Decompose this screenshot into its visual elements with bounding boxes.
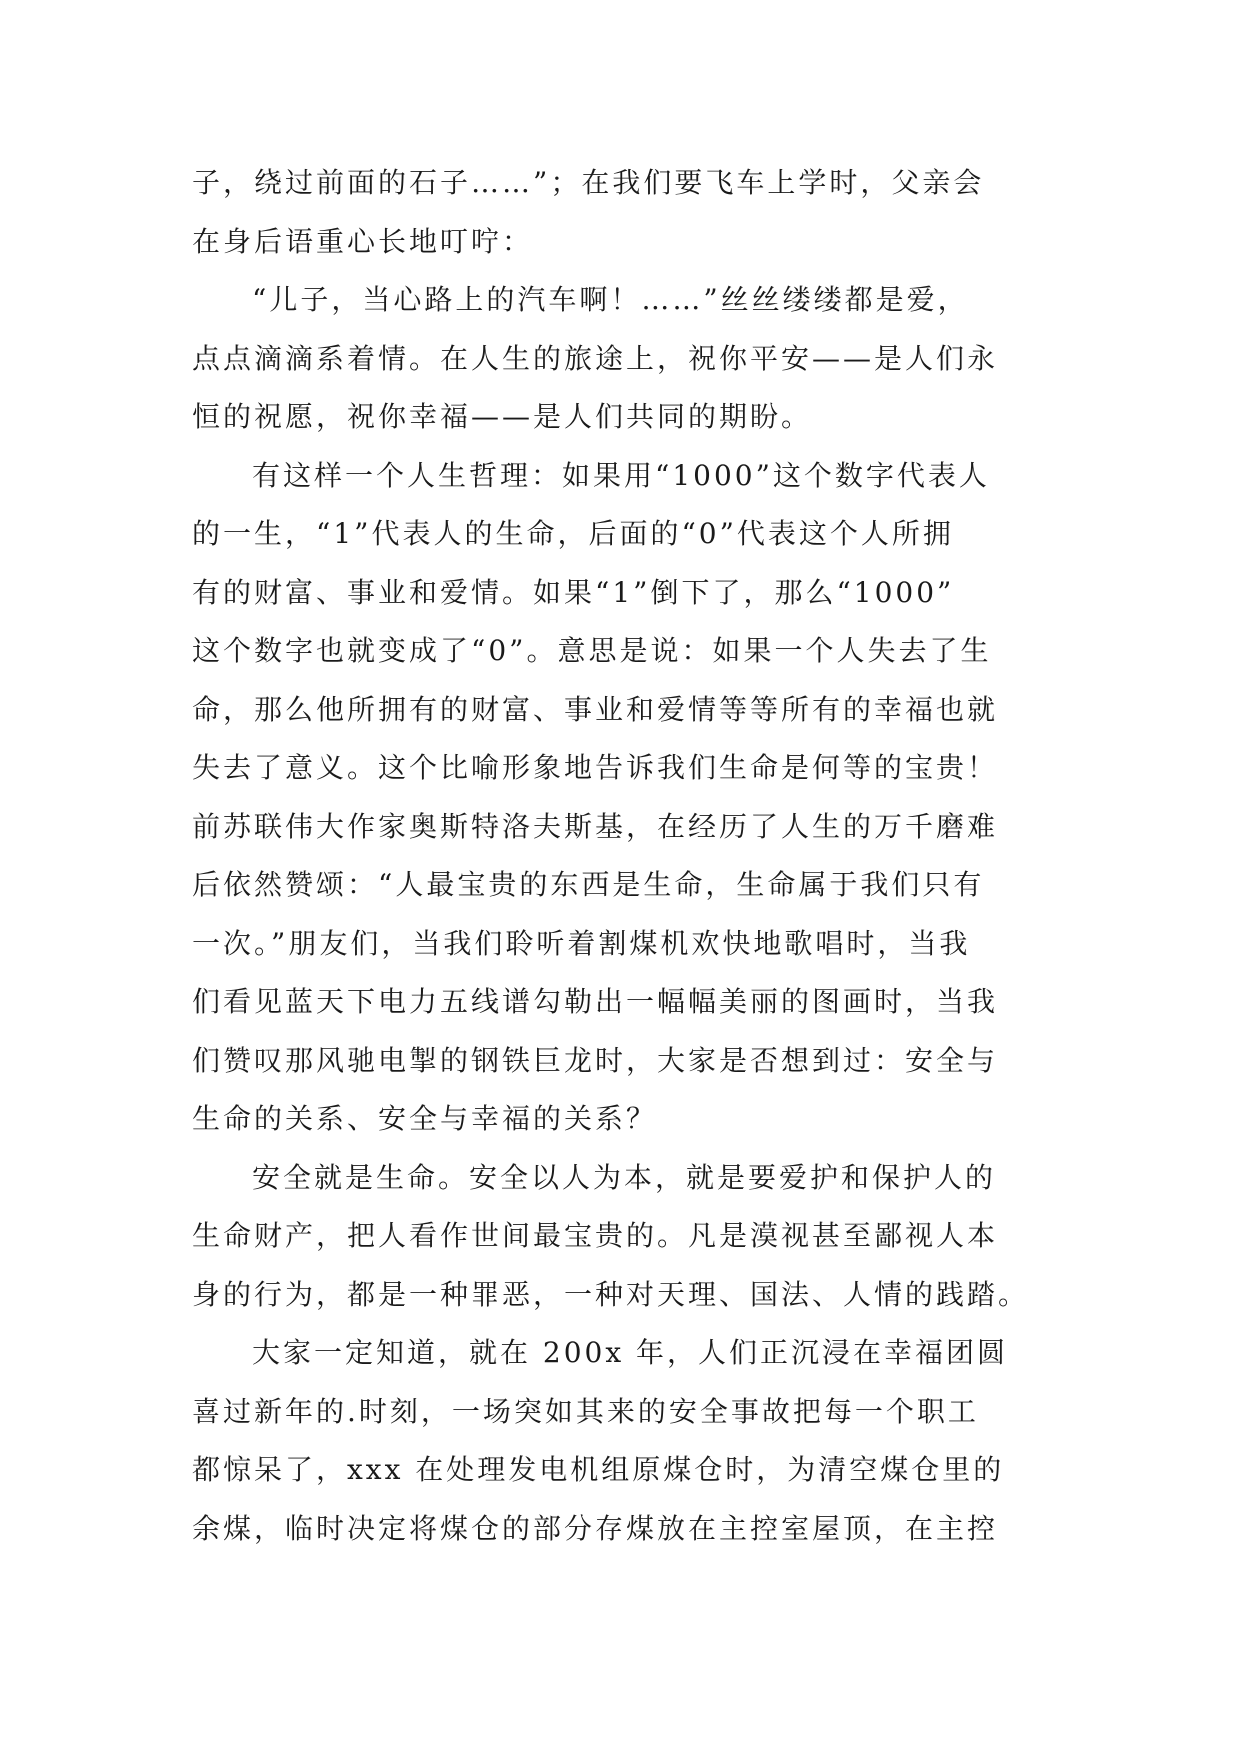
text-line: 点点滴滴系着情。在人生的旅途上，祝你平安——是人们永 [192,341,999,375]
text-line: 子，绕过前面的石子……”；在我们要飞车上学时，父亲会 [192,166,985,199]
text-line: 安全就是生命。安全以人为本，就是要爱护和保护人的 [252,1160,997,1194]
text-line: 们看见蓝天下电力五线谱勾勒出一幅幅美丽的图画时，当我 [192,985,999,1018]
text-line: 后依然赞颂：“人最宝贵的东西是生命，生命属于我们只有 [192,868,985,901]
text-line: 余煤，临时决定将煤仓的部分存煤放在主控室屋顶，在主控 [192,1511,999,1545]
text-line: 生命的关系、安全与幸福的关系？ [192,1102,658,1135]
text-line: 身的行为，都是一种罪恶，一种对天理、国法、人情的践踏。 [192,1277,1030,1311]
text-line: 一次。”朋友们，当我们聆听着割煤机欢快地歌唱时，当我 [192,926,971,960]
text-line: 失去了意义。这个比喻形象地告诉我们生命是何等的宝贵！ [192,751,999,784]
text-line: 这个数字也就变成了“0”。意思是说：如果一个人失去了生 [192,634,992,667]
text-line: 有这样一个人生哲理：如果用“1000”这个数字代表人 [252,458,990,492]
text-line: 前苏联伟大作家奥斯特洛夫斯基，在经历了人生的万千磨难 [192,809,999,843]
text-line: 在身后语重心长地叮咛： [192,224,534,258]
text-line: 生命财产，把人看作世间最宝贵的。凡是漠视甚至鄙视人本 [192,1219,999,1252]
text-line: 命，那么他所拥有的财富、事业和爱情等等所有的幸福也就 [192,692,999,726]
text-line: “儿子，当心路上的汽车啊！……”丝丝缕缕都是爱， [252,283,969,316]
text-line: 有的财富、事业和爱情。如果“1”倒下了，那么“1000” [192,575,955,609]
text-line: 恒的祝愿，祝你幸福——是人们共同的期盼。 [192,400,813,433]
body-text [192,154,1052,1558]
text-line: 们赞叹那风驰电掣的钢铁巨龙时，大家是否想到过：安全与 [192,1043,999,1077]
text-line: 都惊呆了，xxx 在处理发电机组原煤仓时，为清空煤仓里的 [192,1453,1005,1486]
text-line: 的一生，“1”代表人的生命，后面的“0”代表这个人所拥 [192,517,954,550]
text-line: 大家一定知道，就在 200x 年，人们正沉浸在幸福团圆 [252,1336,1009,1369]
text-line: 喜过新年的.时刻，一场突如其来的安全事故把每一个职工 [192,1394,979,1428]
